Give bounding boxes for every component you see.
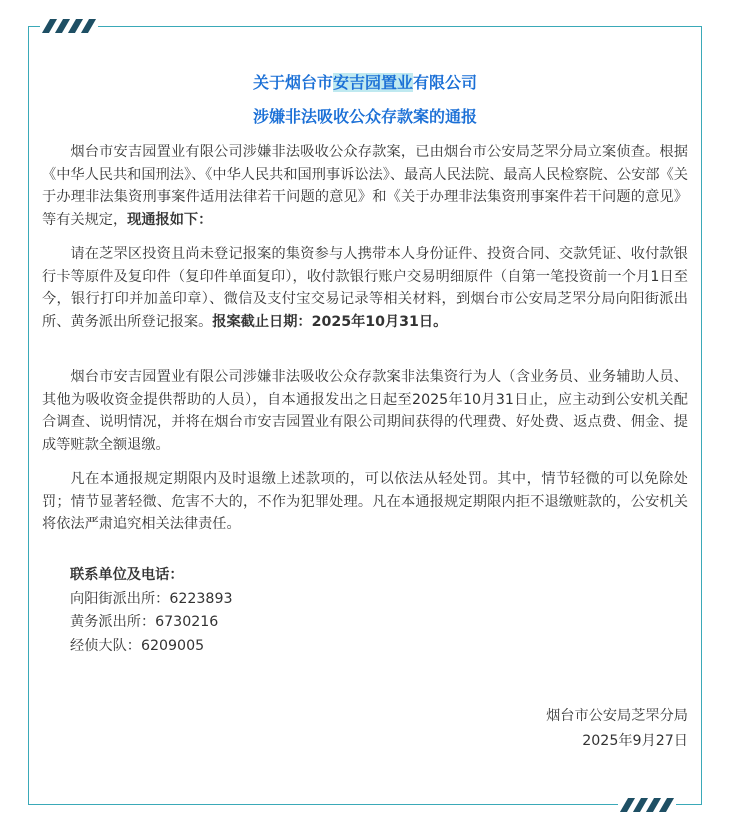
paragraph-leniency: 凡在本通报规定期限内及时退缴上述款项的，可以依法从轻处罚。其中，情节轻微的可以免除处罚；情节显著轻微、危害不大的，不作为犯罪处理。凡在本通报规定期限内拒不退缴赃款的，公安机关将依法严肃追究相关法律责任。: [42, 471, 688, 533]
paragraph-report-instructions: 请在芝罘区投资且尚未登记报案的集资参与人携带本人身份证件、投资合同、交款凭证、收付款银行卡等原件及复印件（复印件单面复印），收付款银行账户交易明细原件（自第一笔投资前一个月1日至今，银行打印并加盖印章）、微信及支付宝交易记录等相关材料，到烟台市公安局芝罘分局向阳街派出所、黄务派出所登记报案。报案截止日期：2025年10月31日。: [42, 246, 688, 330]
paragraph-offenders: 烟台市安吉园置业有限公司涉嫌非法吸收公众存款案非法集资行为人（含业务员、业务辅助人员、其他为吸收资金提供帮助的人员），自本通报发出之日起至2025年10月31日止，应主动到公安机关配合调查、说明情况，并将在烟台市安吉园置业有限公司期间获得的代理费、好处费、返点费、佣金、提成等赃款全额退缴。: [42, 369, 688, 453]
signature-block: [546, 704, 688, 754]
bottom-stripe-decoration: [618, 798, 676, 812]
paragraph-intro: 烟台市安吉园置业有限公司涉嫌非法吸收公众存款案，已由烟台市公安局芝罘分局立案侦查。根据《中华人民共和国刑法》、《中华人民共和国刑事诉讼法》、最高人民法院、最高人民检察院、公安部《关于办理非法集资刑事案件适用法律若干问题的意见》和《关于办理非法集资刑事案件若干问题的意见》等有关规定，现通报如下：: [42, 144, 688, 228]
contact-item: 向阳街派出所：6223893: [70, 590, 233, 607]
contact-item: 经侦大队：6209005: [70, 637, 205, 654]
signature-date: 2025年9月27日: [582, 733, 688, 749]
contact-list: [70, 564, 233, 658]
report-deadline: 报案截止日期：2025年10月31日。: [212, 313, 448, 330]
contact-item: 黄务派出所：6730216: [70, 614, 219, 630]
notice-title-line1: 关于烟台市安吉园置业有限公司: [252, 73, 478, 92]
top-stripe-decoration: [40, 19, 98, 33]
title-highlight: 安吉园置业: [332, 73, 413, 92]
notice-title-line2: 涉嫌非法吸收公众存款案的通报: [252, 107, 477, 126]
contact-heading: 联系单位及电话：: [70, 567, 184, 583]
signature-org: 烟台市公安局芝罘分局: [546, 708, 688, 724]
